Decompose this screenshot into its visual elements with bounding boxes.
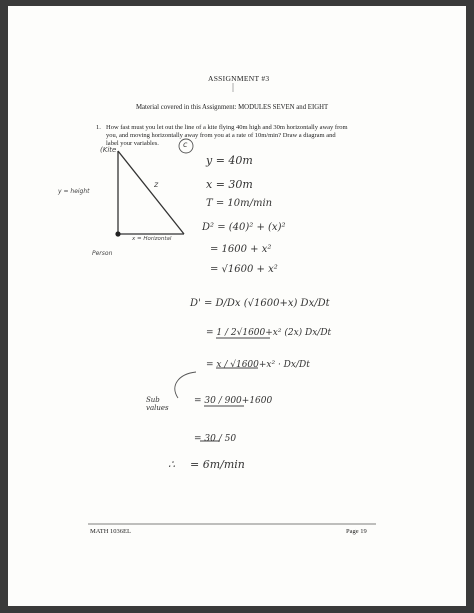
given-y: y = 40m [206,154,253,167]
person-dot [115,231,120,236]
sub-values-note: Sub values [146,396,169,412]
question-line-2: you, and moving horizontally away from you at a rate of 10m/min? Draw a diagram and [106,132,336,139]
assignment-title: ASSIGNMENT #3 [208,74,270,83]
question-line-3: label your variables. [106,140,159,147]
question-line-1: How fast must you let out the line of a kite flying 40m high and 30m horizontally away from [106,124,348,131]
kite-label: (Kite [100,146,117,154]
course-code: MATH 1036EL [90,528,131,535]
derivative-step: D' = D/Dx (√1600+x) Dx/Dt [190,298,330,309]
simplified-step: = x / √1600+x² · Dx/Dt [206,360,310,370]
question-number: 1. [96,124,101,131]
height-label: y = height [58,188,90,195]
given-x: x = 30m [206,178,253,191]
horizontal-label: x = Horizontal [132,236,172,242]
final-answer: = 6m/min [190,458,245,471]
chain-rule-step: = 1 / 2√1600+x² (2x) Dx/Dt [206,328,332,338]
fraction-step: = 30 / 50 [194,434,237,444]
sum-step: = 1600 + x² [210,244,272,255]
sub-arrow [175,372,196,398]
document-page [8,6,466,606]
circled-letter: c [183,140,188,149]
diagram-hypotenuse [118,151,184,234]
sqrt-step: = √1600 + x² [210,264,278,275]
therefore-symbol: ∴ [168,458,175,471]
substitution-step: = 30 / 900+1600 [194,396,273,406]
person-label: Person [92,250,113,257]
hypotenuse-label: z [154,180,159,189]
page-number: Page 19 [346,528,367,535]
given-rate: T = 10m/min [206,198,273,209]
material-covered: Material covered in this Assignment: MODULES SEVEN and EIGHT [136,104,329,111]
pythagoras-step: D² = (40)² + (x)² [202,222,286,233]
